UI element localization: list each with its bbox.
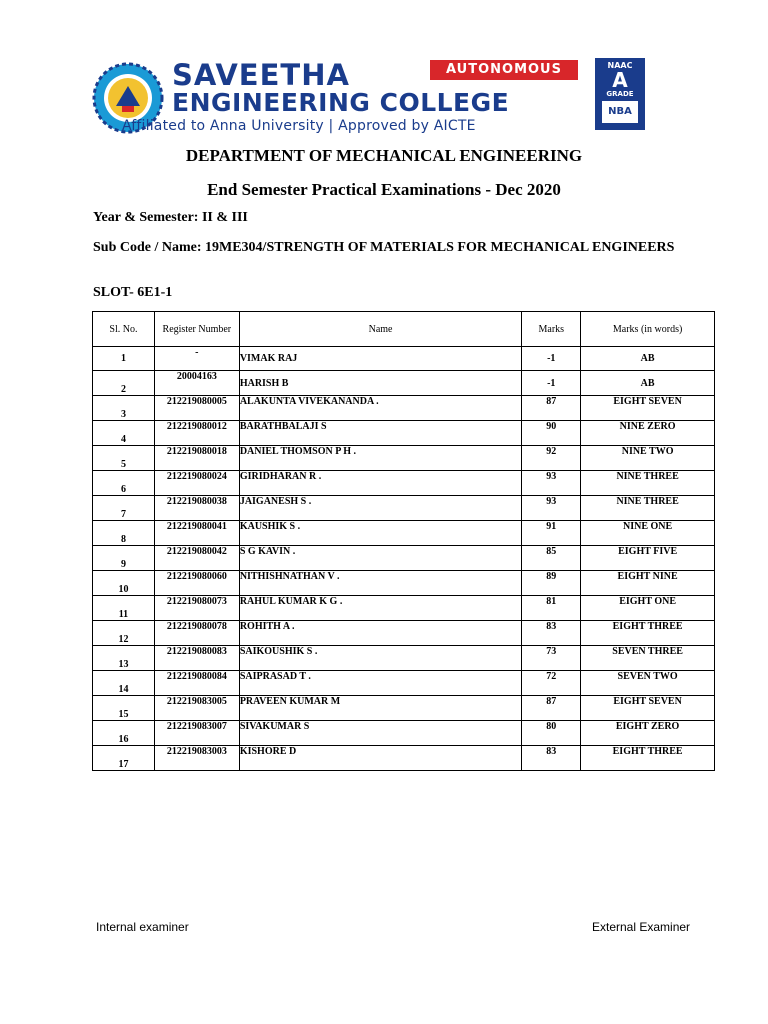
cell-sl-no: 2 xyxy=(93,371,155,396)
cell-register-number: 212219080018 xyxy=(154,446,239,471)
cell-marks-in-words: NINE TWO xyxy=(581,446,715,471)
cell-marks: -1 xyxy=(522,371,581,396)
cell-marks: -1 xyxy=(522,347,581,371)
naac-grade: A xyxy=(612,68,628,92)
cell-sl-no: 3 xyxy=(93,396,155,421)
autonomous-badge: AUTONOMOUS xyxy=(430,60,578,80)
cell-marks-in-words: AB xyxy=(581,347,715,371)
cell-name: BARATHBALAJI S xyxy=(239,421,522,446)
cell-register-number: - xyxy=(154,347,239,371)
cell-sl-no: 17 xyxy=(93,746,155,771)
table-row xyxy=(93,521,715,546)
affiliation-text: Affiliated to Anna University | Approved by AICTE xyxy=(122,118,476,134)
external-examiner-label: External Examiner xyxy=(592,920,691,934)
department-title: DEPARTMENT OF MECHANICAL ENGINEERING xyxy=(185,146,583,165)
cell-sl-no: 9 xyxy=(93,546,155,571)
cell-sl-no: 7 xyxy=(93,496,155,521)
cell-marks: 93 xyxy=(522,471,581,496)
cell-sl-no: 16 xyxy=(93,721,155,746)
cell-register-number: 212219080060 xyxy=(154,571,239,596)
table-row xyxy=(93,696,715,721)
cell-name: SAIKOUSHIK S . xyxy=(239,646,522,671)
cell-name: JAIGANESH S . xyxy=(239,496,522,521)
cell-register-number: 20004163 xyxy=(154,371,239,396)
cell-marks-in-words: EIGHT ONE xyxy=(581,596,715,621)
cell-name: ALAKUNTA VIVEKANANDA . xyxy=(239,396,522,421)
cell-register-number: 212219080024 xyxy=(154,471,239,496)
subject-name: Sub Code / Name: 19ME304/STRENGTH OF MATERIALS FOR MECHANICAL ENGINEERS xyxy=(93,240,675,255)
cell-name: PRAVEEN KUMAR M xyxy=(239,696,522,721)
cell-marks-in-words: EIGHT FIVE xyxy=(581,546,715,571)
cell-marks-in-words: EIGHT NINE xyxy=(581,571,715,596)
table-row xyxy=(93,621,715,646)
cell-sl-no: 12 xyxy=(93,621,155,646)
cell-name: KAUSHIK S . xyxy=(239,521,522,546)
header-marks-in-words: Marks (in words) xyxy=(581,312,715,347)
cell-sl-no: 8 xyxy=(93,521,155,546)
college-name-line2: ENGINEERING COLLEGE xyxy=(172,88,510,117)
cell-register-number: 212219080078 xyxy=(154,621,239,646)
cell-register-number: 212219080005 xyxy=(154,396,239,421)
cell-sl-no: 13 xyxy=(93,646,155,671)
cell-register-number: 212219083003 xyxy=(154,746,239,771)
cell-marks-in-words: EIGHT SEVEN xyxy=(581,696,715,721)
cell-sl-no: 6 xyxy=(93,471,155,496)
college-name-line1: SAVEETHA xyxy=(172,58,350,92)
table-row xyxy=(93,496,715,521)
cell-marks-in-words: SEVEN THREE xyxy=(581,646,715,671)
cell-marks: 89 xyxy=(522,571,581,596)
cell-register-number: 212219080073 xyxy=(154,596,239,621)
cell-marks: 93 xyxy=(522,496,581,521)
cell-sl-no: 5 xyxy=(93,446,155,471)
table-header-row xyxy=(93,312,715,347)
table-row xyxy=(93,646,715,671)
cell-marks-in-words: SEVEN TWO xyxy=(581,671,715,696)
cell-name: S G KAVIN . xyxy=(239,546,522,571)
cell-name: GIRIDHARAN R . xyxy=(239,471,522,496)
cell-marks-in-words: NINE ZERO xyxy=(581,421,715,446)
table-row xyxy=(93,671,715,696)
year-semester: Year & Semester: II & III xyxy=(93,210,248,225)
table-row xyxy=(93,347,715,371)
cell-marks: 87 xyxy=(522,396,581,421)
table-row xyxy=(93,571,715,596)
cell-marks: 73 xyxy=(522,646,581,671)
cell-sl-no: 15 xyxy=(93,696,155,721)
naac-grade-badge xyxy=(595,58,645,130)
header-name: Name xyxy=(239,312,522,347)
cell-marks-in-words: EIGHT THREE xyxy=(581,621,715,646)
cell-marks: 85 xyxy=(522,546,581,571)
cell-marks-in-words: EIGHT ZERO xyxy=(581,721,715,746)
header-register-number: Register Number xyxy=(154,312,239,347)
cell-register-number: 212219080042 xyxy=(154,546,239,571)
cell-marks: 80 xyxy=(522,721,581,746)
table-row xyxy=(93,446,715,471)
marks-table xyxy=(92,311,715,771)
cell-register-number: 212219083005 xyxy=(154,696,239,721)
table-row xyxy=(93,721,715,746)
cell-register-number: 212219080041 xyxy=(154,521,239,546)
cell-marks: 87 xyxy=(522,696,581,721)
internal-examiner-label: Internal examiner xyxy=(96,920,189,934)
cell-name: HARISH B xyxy=(239,371,522,396)
cell-name: SAIPRASAD T . xyxy=(239,671,522,696)
cell-register-number: 212219080012 xyxy=(154,421,239,446)
table-row xyxy=(93,371,715,396)
cell-marks-in-words: EIGHT THREE xyxy=(581,746,715,771)
header-marks: Marks xyxy=(522,312,581,347)
cell-register-number: 212219083007 xyxy=(154,721,239,746)
cell-name: ROHITH A . xyxy=(239,621,522,646)
cell-name: KISHORE D xyxy=(239,746,522,771)
cell-sl-no: 1 xyxy=(93,347,155,371)
table-row xyxy=(93,546,715,571)
slot-label: SLOT- 6E1-1 xyxy=(93,285,173,300)
cell-marks: 83 xyxy=(522,621,581,646)
nba-logo: NBA xyxy=(602,101,638,123)
cell-marks-in-words: NINE THREE xyxy=(581,471,715,496)
cell-marks: 81 xyxy=(522,596,581,621)
cell-marks: 72 xyxy=(522,671,581,696)
cell-name: DANIEL THOMSON P H . xyxy=(239,446,522,471)
cell-name: NITHISHNATHAN V . xyxy=(239,571,522,596)
cell-marks: 92 xyxy=(522,446,581,471)
table-row xyxy=(93,596,715,621)
cell-register-number: 212219080084 xyxy=(154,671,239,696)
exam-title: End Semester Practical Examinations - Dec 2020 xyxy=(207,180,561,199)
cell-name: VIMAK RAJ xyxy=(239,347,522,371)
table-row xyxy=(93,396,715,421)
cell-marks: 83 xyxy=(522,746,581,771)
cell-marks-in-words: NINE THREE xyxy=(581,496,715,521)
header-sl-no: Sl. No. xyxy=(93,312,155,347)
table-row xyxy=(93,746,715,771)
cell-sl-no: 4 xyxy=(93,421,155,446)
cell-marks-in-words: NINE ONE xyxy=(581,521,715,546)
cell-sl-no: 10 xyxy=(93,571,155,596)
cell-name: SIVAKUMAR S xyxy=(239,721,522,746)
cell-sl-no: 14 xyxy=(93,671,155,696)
table-row xyxy=(93,471,715,496)
grade-label: GRADE xyxy=(606,90,634,98)
table-row xyxy=(93,421,715,446)
naac-label: NAAC xyxy=(607,61,633,70)
cell-name: RAHUL KUMAR K G . xyxy=(239,596,522,621)
cell-marks: 91 xyxy=(522,521,581,546)
cell-sl-no: 11 xyxy=(93,596,155,621)
cell-marks: 90 xyxy=(522,421,581,446)
cell-register-number: 212219080038 xyxy=(154,496,239,521)
cell-marks-in-words: EIGHT SEVEN xyxy=(581,396,715,421)
college-banner xyxy=(92,58,652,136)
cell-register-number: 212219080083 xyxy=(154,646,239,671)
cell-marks-in-words: AB xyxy=(581,371,715,396)
